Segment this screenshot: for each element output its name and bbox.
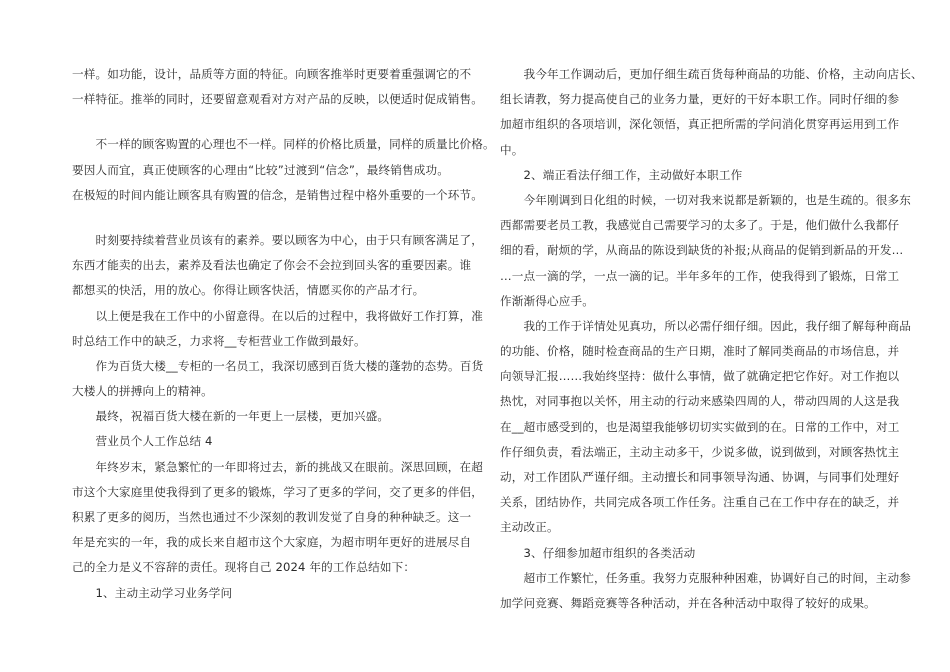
text-line: 我的工作于详情处见真功，所以必需仔细仔细。因此，我仔细了解每种商品 (500, 318, 912, 333)
text-line: 组长请教，努力提高使自己的业务力量，更好的干好本职工作。同时仔细的参 (500, 92, 900, 107)
text-line: 中。 (500, 142, 524, 157)
text-line: 己的全力是义不容辞的责任。现将自己 2024 年的工作总结如下： (72, 560, 416, 575)
text-line: 3、仔细参加超市组织的各类活动 (500, 545, 696, 560)
text-line: 年是充实的一年，我的成长来自超市这个大家庭，为超市明年更好的进展尽自 (72, 535, 472, 550)
text-line: 一样。如功能，设计，品质等方面的特征。向顾客推举时更要着重强调它的不 (72, 67, 472, 81)
text-line: 时总结工作中的缺乏，力求将__专柜营业工作做到最好。 (72, 333, 366, 348)
text-line: 积累了更多的阅历，当然也通过不少深刻的教训发觉了自身的种种缺乏。这一 (72, 510, 472, 524)
text-line: 在极短的时间内能让顾客具有购置的信念，是销售过程中格外重要的一个环节。 (72, 187, 484, 202)
text-line: 以上便是我在工作中的小留意得。在以后的过程中，我将做好工作打算，准 (72, 308, 484, 323)
text-line: 我今年工作调动后，更加仔细生疏百货每种商品的功能、价格，主动向店长、 (500, 67, 923, 81)
text-line: 加学问竞赛、舞蹈竞赛等各种活动，并在各种活动中取得了较好的成果。 (500, 595, 876, 610)
text-line: 关系，团结协作，共同完成各项工作任务。注重自己在工作中存在的缺乏，并 (500, 495, 900, 510)
text-line: 时刻要持续着营业员该有的素养。要以顾客为中心，由于只有顾客满足了， (72, 232, 484, 247)
text-line: 不一样的顾客购置的心理也不一样。同样的价格比质量，同样的质量比价格。 (72, 137, 495, 152)
text-line: 一样特征。推举的同时，还要留意观看对方对产品的反映，以便适时促成销售。 (72, 92, 484, 107)
text-line: 1、主动主动学习业务学问 (72, 585, 233, 600)
text-line: 今年刚调到日化组的时候，一切对我来说都是新颖的，也是生疏的。很多东 (500, 192, 912, 207)
text-line: 营业员个人工作总结 4 (72, 434, 213, 449)
text-line: 都想买的快活，用的放心。你得让顾客快活，情愿买你的产品才行。 (72, 283, 425, 298)
text-line: 要因人而宜，真正使顾客的心理由“比较”过渡到“信念”，最终销售成功。 (72, 162, 449, 177)
text-line: 东西才能卖的出去，素养及看法也确定了你会不会拉到回头客的重要因素。谁 (72, 258, 472, 273)
text-line: 大楼人的拼搏向上的精神。 (72, 384, 213, 399)
text-line: 年终岁末，紧急繁忙的一年即将过去，新的挑战又在眼前。深思回顾，在超 (72, 459, 484, 474)
text-line: 热忱，对同事抱以关怀，用主动的行动来感染四周的人，带动四周的人这是我 (500, 394, 900, 409)
text-line: 2、端正看法仔细工作，主动做好本职工作 (500, 167, 743, 182)
paragraph-gap (72, 112, 462, 132)
left-column (72, 62, 495, 606)
text-line: 超市工作繁忙，任务重。我努力克服种种困难，协调好自己的时间，主动参 (500, 570, 912, 585)
text-line: 加超市组织的各项培训，深化领悟，真正把所需的学问消化贯穿再运用到工作 (500, 117, 900, 132)
text-line: 主动改正。 (500, 520, 559, 535)
text-line: 作为百货大楼__专柜的一名员工，我深切感到百货大楼的蓬勃的态势。百货 (72, 358, 484, 373)
text-line: 最终，祝福百货大楼在新的一年更上一层楼，更加兴盛。 (72, 409, 390, 424)
text-line: 市这个大家庭里使我得到了更多的锻炼，学习了更多的学问，交了更多的伴侣， (72, 484, 484, 499)
text-line: 的功能、价格，随时检查商品的生产日期，准时了解同类商品的市场信息，并 (500, 344, 900, 359)
paragraph-gap (72, 208, 462, 228)
text-line: 向领导汇报……我始终坚持：做什么事情，做了就确定把它作好。对工作抱以 (500, 369, 900, 384)
text-line: 在__超市感受到的，也是渴望我能够切切实实做到的在。日常的工作中，对工 (500, 419, 900, 434)
text-line: 作渐渐得心应手。 (500, 293, 594, 308)
text-line: 西都需要老员工教，我感觉自己需要学习的太多了。于是，他们做什么我都仔 (500, 218, 900, 233)
right-column (500, 62, 923, 616)
text-line: …一点一滴的学，一点一滴的记。半年多年的工作，使我得到了锻炼，日常工 (500, 268, 900, 283)
text-line: 动，对工作团队严谨仔细。主动擅长和同事领导沟通、协调，与同事们处理好 (500, 470, 900, 484)
text-line: 作仔细负责，看法端正，主动主动多干，少说多做，说到做到，对顾客热忱主 (500, 444, 900, 459)
text-line: 细的看，耐烦的学，从商品的陈设到缺货的补报;从商品的促销到新品的开发… (500, 243, 904, 258)
